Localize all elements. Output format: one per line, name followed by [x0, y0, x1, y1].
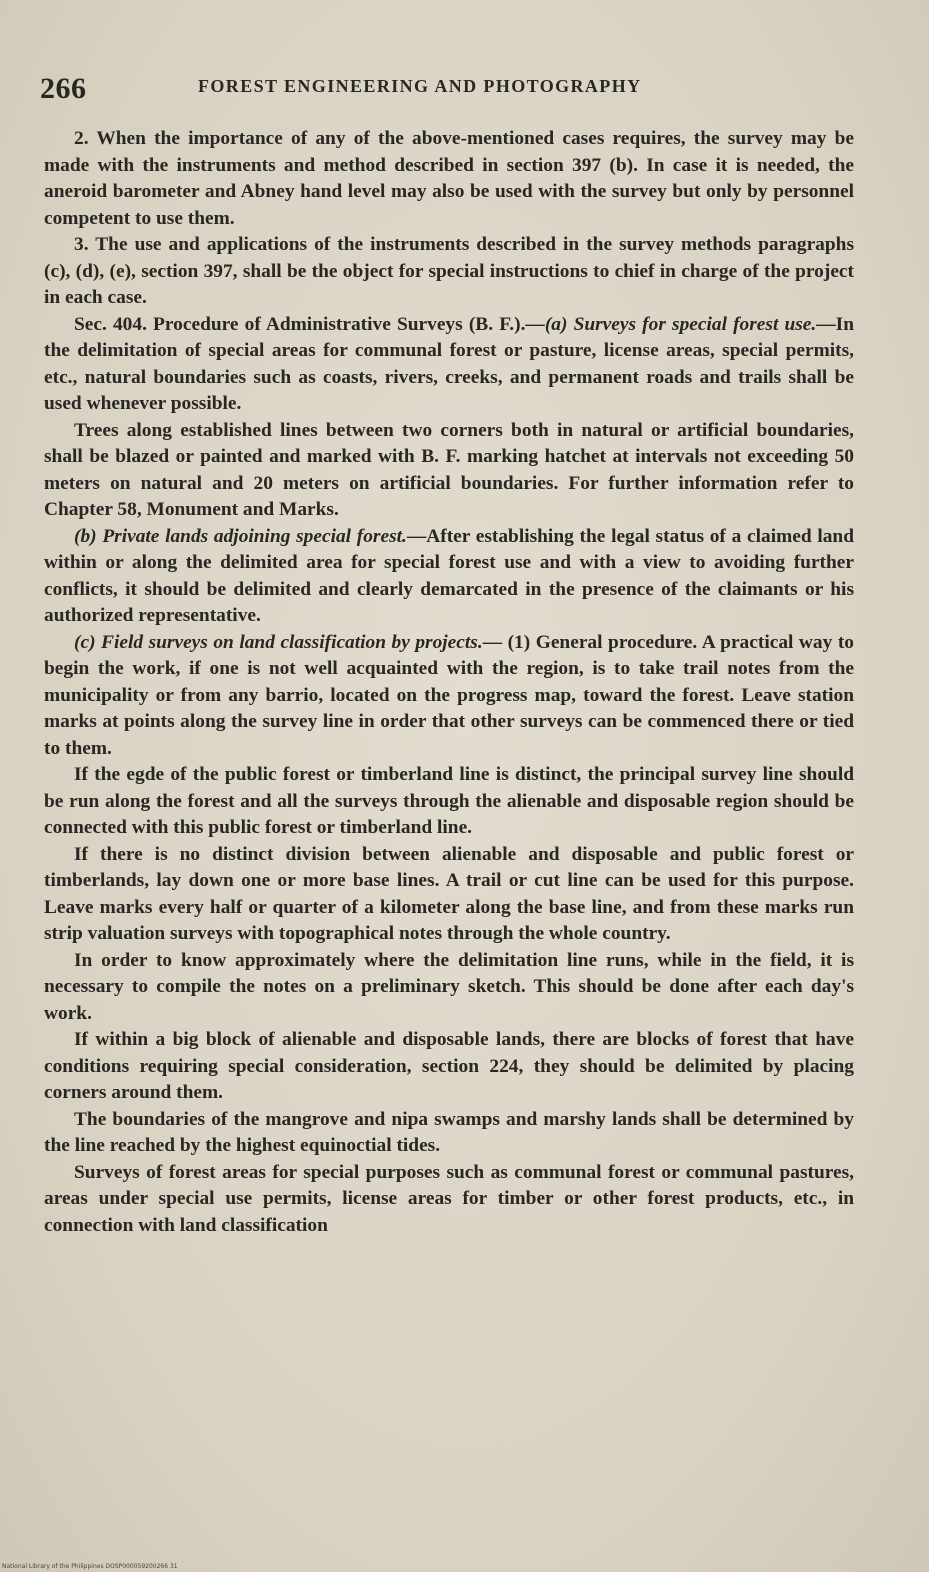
paragraph: 2. When the importance of any of the above-mentioned cases requires, the survey may be made with the instruments and method described in section 397 (b). In case it is needed, the aneroid barometer and Abney hand level may also be used with the survey but only by personnel competent to use them. — [44, 128, 854, 229]
paragraph-text: —In the delimitation of special areas for communal forest or pasture, license areas, special permits, etc., natural boundaries such as coasts, rivers, creeks, and permanent roads and trails shall be used whenever possible. — [44, 313, 854, 414]
section-heading: Sec. 404. Procedure of Administrative Surveys (B. F.).— — [74, 313, 545, 335]
paragraph: If the egde of the public forest or timberland line is distinct, the principal survey line should be run along the forest and all the surveys through the alienable and disposable region should be connected with this public forest or timberland line. — [44, 764, 854, 838]
paragraph: Trees along established lines between two corners both in natural or artificial boundaries, shall be blazed or painted and marked with B. F. marking hatchet at intervals not exceeding 50 meters on natural and 20 meters on artificial boundaries. For further information refer to Chapter 58, Monument and Marks. — [44, 419, 854, 520]
subsection-title: (a) Surveys for special forest use. — [544, 313, 817, 335]
paragraph: In order to know approximately where the delimitation line runs, while in the field, it is necessary to compile the notes on a preliminary sketch. This should be done after each day's work. — [44, 949, 854, 1024]
paragraph: If within a big block of alienable and disposable lands, there are blocks of forest that have conditions requiring special consideration, section 224, they should be delimited by placing corners around them. — [44, 1029, 854, 1103]
paragraph: 3. The use and applications of the instruments described in the survey methods paragraphs (c), (d), (e), section 397, shall be the object for special instructions to chief in charge of the project in each case. — [44, 234, 854, 308]
paragraph-text: — (1) General procedure. A practical way to begin the work, if one is not well acquainted with the region, is to take trail notes from the municipality or from any barrio, located on the progress map, toward the forest. Leave station marks at points along the survey line in order that other surveys can be commenced there or tied to them. — [44, 631, 854, 759]
paragraph-private-lands — [44, 524, 854, 630]
subsection-title: (c) Field surveys on land classification by projects. — [74, 631, 483, 653]
page-number: 266 — [40, 72, 87, 105]
page-header — [40, 70, 860, 110]
paragraph: If there is no distinct division between alienable and disposable and public forest or timberlands, lay down one or more base lines. A trail or cut line can be used for this purpose. Leave marks every half or quarter of a kilometer along the base line, and from these marks run strip valuation surveys with topographical notes through the whole country. — [44, 843, 854, 944]
running-head: FOREST ENGINEERING AND PHOTOGRAPHY — [198, 76, 642, 96]
subsection-title: (b) Private lands adjoining special forest. — [74, 525, 407, 547]
paragraph-field-surveys — [44, 630, 854, 763]
scan-credit: National Library of the Philippines DOSP000059200266 31 — [2, 1563, 178, 1570]
paragraph-text: —After establishing the legal status of a claimed land within or along the delimited area for special forest use and with a view to avoiding further conflicts, it should be delimited and clearly demarcated in the presence of the claimants or his authorized representative. — [44, 525, 854, 626]
paragraph-section-404 — [44, 312, 854, 418]
paragraph: Surveys of forest areas for special purposes such as communal forest or communal pastures, areas under special use permits, license areas for timber or other forest products, etc., in connection with land classification — [44, 1161, 854, 1236]
paragraph: The boundaries of the mangrove and nipa swamps and marshy lands shall be determined by the line reached by the highest equinoctial tides. — [44, 1108, 854, 1156]
body-text — [44, 126, 854, 1239]
